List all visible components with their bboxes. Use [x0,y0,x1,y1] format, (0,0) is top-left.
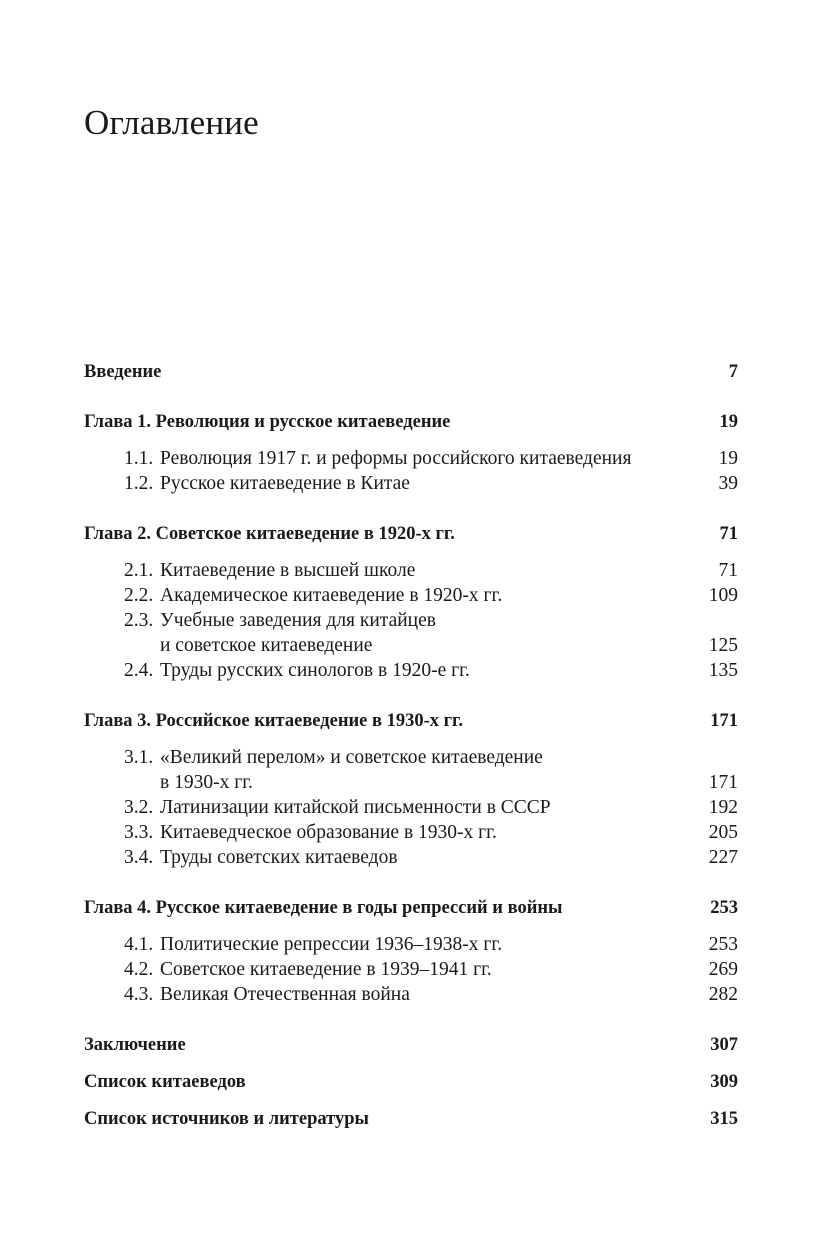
toc-entry-page: 135 [708,660,738,681]
toc-entry-conclusion[interactable] [84,1033,738,1057]
toc-entry-title: Политические репрессии 1936–1938-х гг. [160,934,503,955]
toc-entry-chapter-2[interactable] [84,522,738,546]
toc-entry-section-4-2[interactable] [84,958,738,982]
toc-entry-title: Глава 3. Российское китаеведение в 1930-х гг. [84,711,463,731]
toc-entry-page: 307 [710,1035,738,1055]
toc-entry-title: «Великий перелом» и советское китаеведение [160,747,543,768]
toc-entry-page: 7 [728,362,738,382]
toc-entry-title: Академическое китаеведение в 1920-х гг. [160,585,503,606]
toc-entry-section-2-1[interactable] [84,559,738,583]
toc-entry-page: 253 [708,934,738,955]
toc-entry-page: 227 [708,847,738,868]
toc-entry-page: 71 [719,524,738,544]
toc-entry-section-3-2[interactable] [84,796,738,820]
toc-entry-page: 19 [718,448,738,469]
toc-entry-page: 205 [708,822,738,843]
toc-entry-title: Революция 1917 г. и реформы российского китаеведения [160,448,632,469]
toc-entry-title: Латинизации китайской письменности в СССР [160,797,551,818]
toc-entry-page: 109 [708,585,738,606]
toc-entry-title: Великая Отечественная война [160,984,410,1005]
toc-entry-sources-list[interactable] [84,1107,738,1131]
toc-entry-section-2-3-cont[interactable] [84,634,738,658]
toc-entry-number: 3.4. [124,847,154,868]
toc-entry-number: 1.2. [124,473,154,494]
toc-entry-section-1-2[interactable] [84,472,738,496]
toc-entry-title: Русское китаеведение в Китае [160,473,410,494]
toc-entry-section-3-1[interactable] [84,746,738,770]
toc-entry-number: 2.3. [124,610,154,631]
toc-entry-section-1-1[interactable] [84,447,738,471]
toc-entry-number: 2.1. [124,560,154,581]
toc-entry-title-continuation: в 1930-х гг. [160,772,253,793]
toc-entry-page: 269 [708,959,738,980]
toc-entry-page: 253 [710,898,738,918]
toc-entry-section-4-3[interactable] [84,983,738,1007]
toc-entry-title: Советское китаеведение в 1939–1941 гг. [160,959,492,980]
toc-entry-number: 3.3. [124,822,154,843]
toc-entry-number: 3.2. [124,797,154,818]
toc-entry-section-3-3[interactable] [84,821,738,845]
toc-entry-introduction[interactable] [84,360,738,384]
toc-entry-title: Труды советских китаеведов [160,847,398,868]
toc-entry-title: Глава 1. Революция и русское китаеведение [84,412,451,432]
toc-entry-title: Труды русских синологов в 1920-е гг. [160,660,470,681]
toc-entry-number: 1.1. [124,448,154,469]
toc-entry-sinologists-list[interactable] [84,1070,738,1094]
toc-entry-title: Список источников и литературы [84,1109,369,1129]
toc-entry-chapter-3[interactable] [84,709,738,733]
toc-entry-page: 171 [708,772,738,793]
toc-entry-title: Заключение [84,1035,186,1055]
toc-entry-title: Глава 2. Советское китаеведение в 1920-х гг. [84,524,455,544]
toc-entry-title-continuation: и советское китаеведение [160,635,373,656]
toc-entry-page: 171 [710,711,738,731]
toc-entry-page: 282 [708,984,738,1005]
toc-entry-number: 2.4. [124,660,154,681]
toc-entry-section-3-1-cont[interactable] [84,771,738,795]
toc-entry-page: 125 [708,635,738,656]
toc-entry-number: 4.3. [124,984,154,1005]
toc-entry-number: 2.2. [124,585,154,606]
toc-entry-page: 71 [718,560,738,581]
toc-entry-title: Глава 4. Русское китаеведение в годы репрессий и войны [84,898,563,918]
page-title: Оглавление [84,103,259,142]
toc-entry-page: 192 [708,797,738,818]
toc-entry-chapter-1[interactable] [84,410,738,434]
toc-entry-page: 39 [718,473,738,494]
toc-entry-section-2-4[interactable] [84,659,738,683]
toc-entry-section-2-2[interactable] [84,584,738,608]
toc-entry-page: 315 [710,1109,738,1129]
toc-entry-page: 19 [719,412,738,432]
toc-entry-title: Учебные заведения для китайцев [160,610,436,631]
toc-entry-chapter-4[interactable] [84,896,738,920]
toc-entry-number: 4.1. [124,934,154,955]
toc-entry-title: Китаеведение в высшей школе [160,560,416,581]
toc-entry-section-4-1[interactable] [84,933,738,957]
toc-entry-number: 3.1. [124,747,154,768]
toc-entry-section-2-3[interactable] [84,609,738,633]
toc-entry-number: 4.2. [124,959,154,980]
toc-entry-page: 309 [710,1072,738,1092]
toc-entry-title: Введение [84,362,162,382]
toc-entry-title: Список китаеведов [84,1072,246,1092]
toc-entry-section-3-4[interactable] [84,846,738,870]
toc-entry-title: Китаеведческое образование в 1930-х гг. [160,822,497,843]
